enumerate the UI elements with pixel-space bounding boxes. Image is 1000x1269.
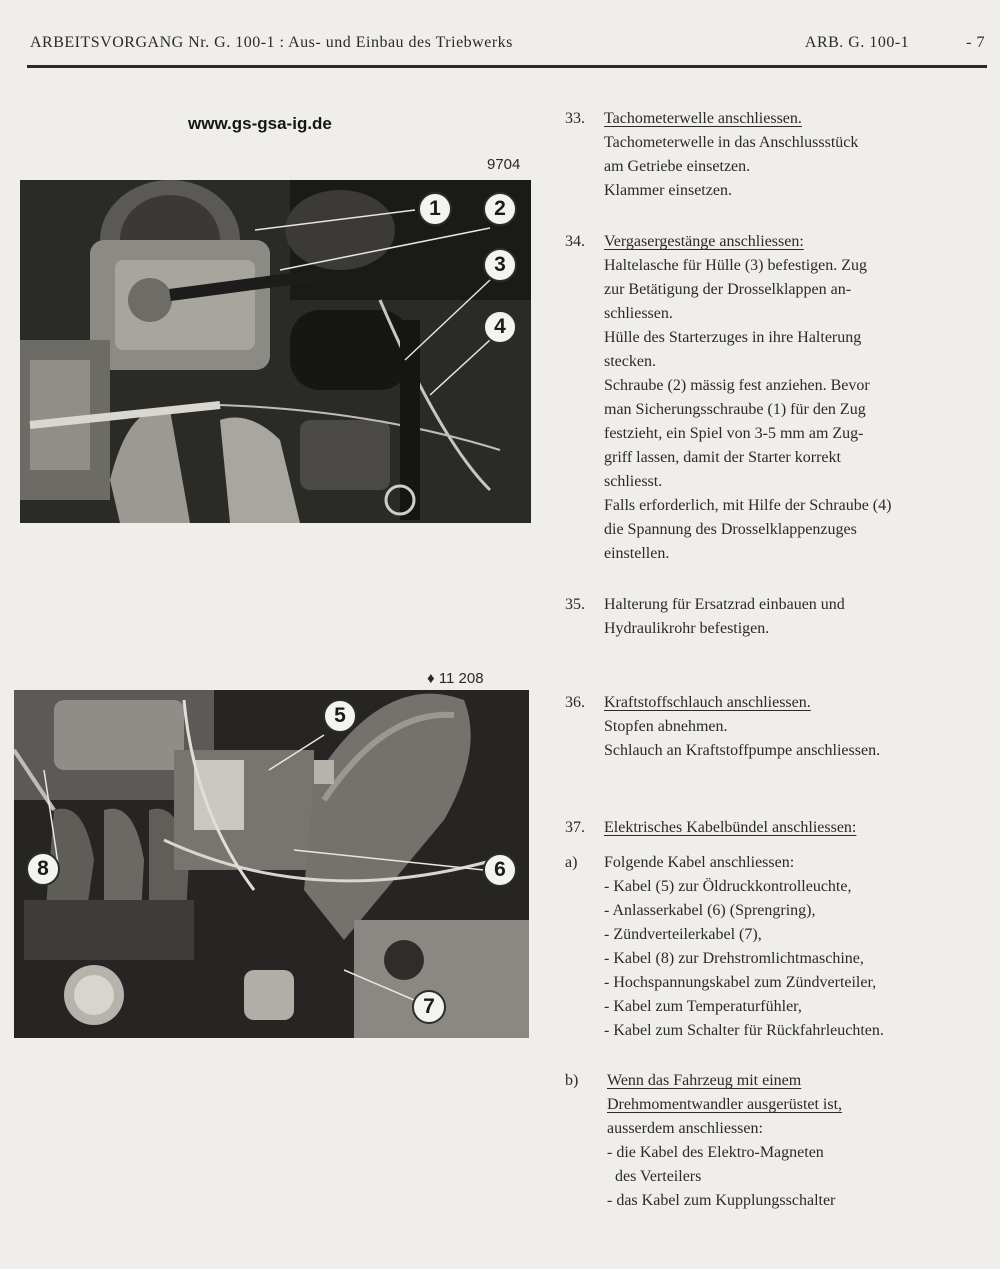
page-header bbox=[30, 34, 985, 58]
callout-6: 6 bbox=[483, 853, 517, 887]
step-line: Stopfen abnehmen. bbox=[604, 718, 728, 735]
list-item: - Kabel zum Schalter für Rückfahrleuchten. bbox=[604, 1022, 884, 1039]
step-line: Schraube (2) mässig fest anziehen. Bevor bbox=[604, 377, 870, 394]
callout-4: 4 bbox=[483, 310, 517, 344]
step-line: Hydraulikrohr befestigen. bbox=[604, 620, 770, 637]
step-title: Elektrisches Kabelbündel anschliessen: bbox=[604, 819, 857, 836]
step-number: 35. bbox=[565, 596, 585, 613]
step-line: einstellen. bbox=[604, 545, 670, 562]
step-line: festzieht, ein Spiel von 3-5 mm am Zug- bbox=[604, 425, 864, 442]
page-number: - 7 bbox=[966, 34, 985, 51]
step-line: schliessen. bbox=[604, 305, 673, 322]
header-reference bbox=[805, 34, 985, 52]
substep-label: a) bbox=[565, 854, 578, 871]
website-label: www.gs-gsa-ig.de bbox=[188, 114, 332, 133]
callout-3: 3 bbox=[483, 248, 517, 282]
step-line: zur Betätigung der Drosselklappen an- bbox=[604, 281, 852, 298]
step-number: 33. bbox=[565, 110, 585, 127]
callout-2: 2 bbox=[483, 192, 517, 226]
callout-5: 5 bbox=[323, 699, 357, 733]
step-line: die Spannung des Drosselklappenzuges bbox=[604, 521, 857, 538]
step-line: man Sicherungsschraube (1) für den Zug bbox=[604, 401, 866, 418]
step-number: 34. bbox=[565, 233, 585, 250]
list-item: - Kabel zum Temperaturfühler, bbox=[604, 998, 802, 1015]
callout-8: 8 bbox=[26, 852, 60, 886]
figure-number: 9704 bbox=[487, 156, 521, 173]
step-line: Haltelasche für Hülle (3) befestigen. Zug bbox=[604, 257, 868, 274]
step-title: Kraftstoffschlauch anschliessen. bbox=[604, 694, 811, 711]
step-title: Tachometerwelle anschliessen. bbox=[604, 110, 802, 127]
engine-photo-carburetor bbox=[20, 180, 531, 523]
step-line: griff lassen, damit der Starter korrekt bbox=[604, 449, 841, 466]
step-line: Hülle des Starterzuges in ihre Halterung bbox=[604, 329, 862, 346]
step-line: schliesst. bbox=[604, 473, 663, 490]
list-item: des Verteilers bbox=[607, 1168, 702, 1185]
engine-photo-wiring bbox=[14, 690, 529, 1038]
step-line: Klammer einsetzen. bbox=[604, 182, 732, 199]
list-item: - Anlasserkabel (6) (Sprengring), bbox=[604, 902, 816, 919]
list-item: - Hochspannungskabel zum Zündverteiler, bbox=[604, 974, 877, 991]
list-item: - Kabel (5) zur Öldruckkontrolleuchte, bbox=[604, 878, 852, 895]
figure-number: ♦ 11 208 bbox=[427, 670, 484, 687]
engine-photo-graphic bbox=[14, 690, 529, 1038]
list-item: - das Kabel zum Kupplungsschalter bbox=[607, 1192, 836, 1209]
substep-label: b) bbox=[565, 1072, 579, 1089]
list-item: - die Kabel des Elektro-Magneten bbox=[607, 1144, 824, 1161]
step-line: Folgende Kabel anschliessen: bbox=[604, 854, 795, 871]
engine-photo-graphic bbox=[20, 180, 531, 523]
step-line: am Getriebe einsetzen. bbox=[604, 158, 751, 175]
header-ref: ARB. G. 100-1 bbox=[804, 34, 910, 51]
step-number: 37. bbox=[565, 819, 585, 836]
step-number: 36. bbox=[565, 694, 585, 711]
callout-7: 7 bbox=[412, 990, 446, 1024]
step-line: ausserdem anschliessen: bbox=[607, 1120, 763, 1137]
step-line: Halterung für Ersatzrad einbauen und bbox=[604, 596, 845, 613]
header-rule bbox=[27, 65, 987, 68]
step-title: Vergasergestänge anschliessen: bbox=[604, 233, 804, 250]
step-line: Schlauch an Kraftstoffpumpe anschliessen. bbox=[604, 742, 881, 759]
list-item: - Kabel (8) zur Drehstromlichtmaschine, bbox=[604, 950, 864, 967]
step-title: Wenn das Fahrzeug mit einem bbox=[607, 1072, 802, 1089]
step-line: stecken. bbox=[604, 353, 656, 370]
callout-1: 1 bbox=[418, 192, 452, 226]
step-line: Tachometerwelle in das Anschlussstück bbox=[604, 134, 859, 151]
step-line: Falls erforderlich, mit Hilfe der Schraube (4) bbox=[604, 497, 892, 514]
step-title: Drehmomentwandler ausgerüstet ist, bbox=[607, 1096, 843, 1113]
list-item: - Zündverteilerkabel (7), bbox=[604, 926, 762, 943]
header-title: ARBEITSVORGANG Nr. G. 100-1 : Aus- und Einbau des Triebwerks bbox=[30, 34, 513, 51]
